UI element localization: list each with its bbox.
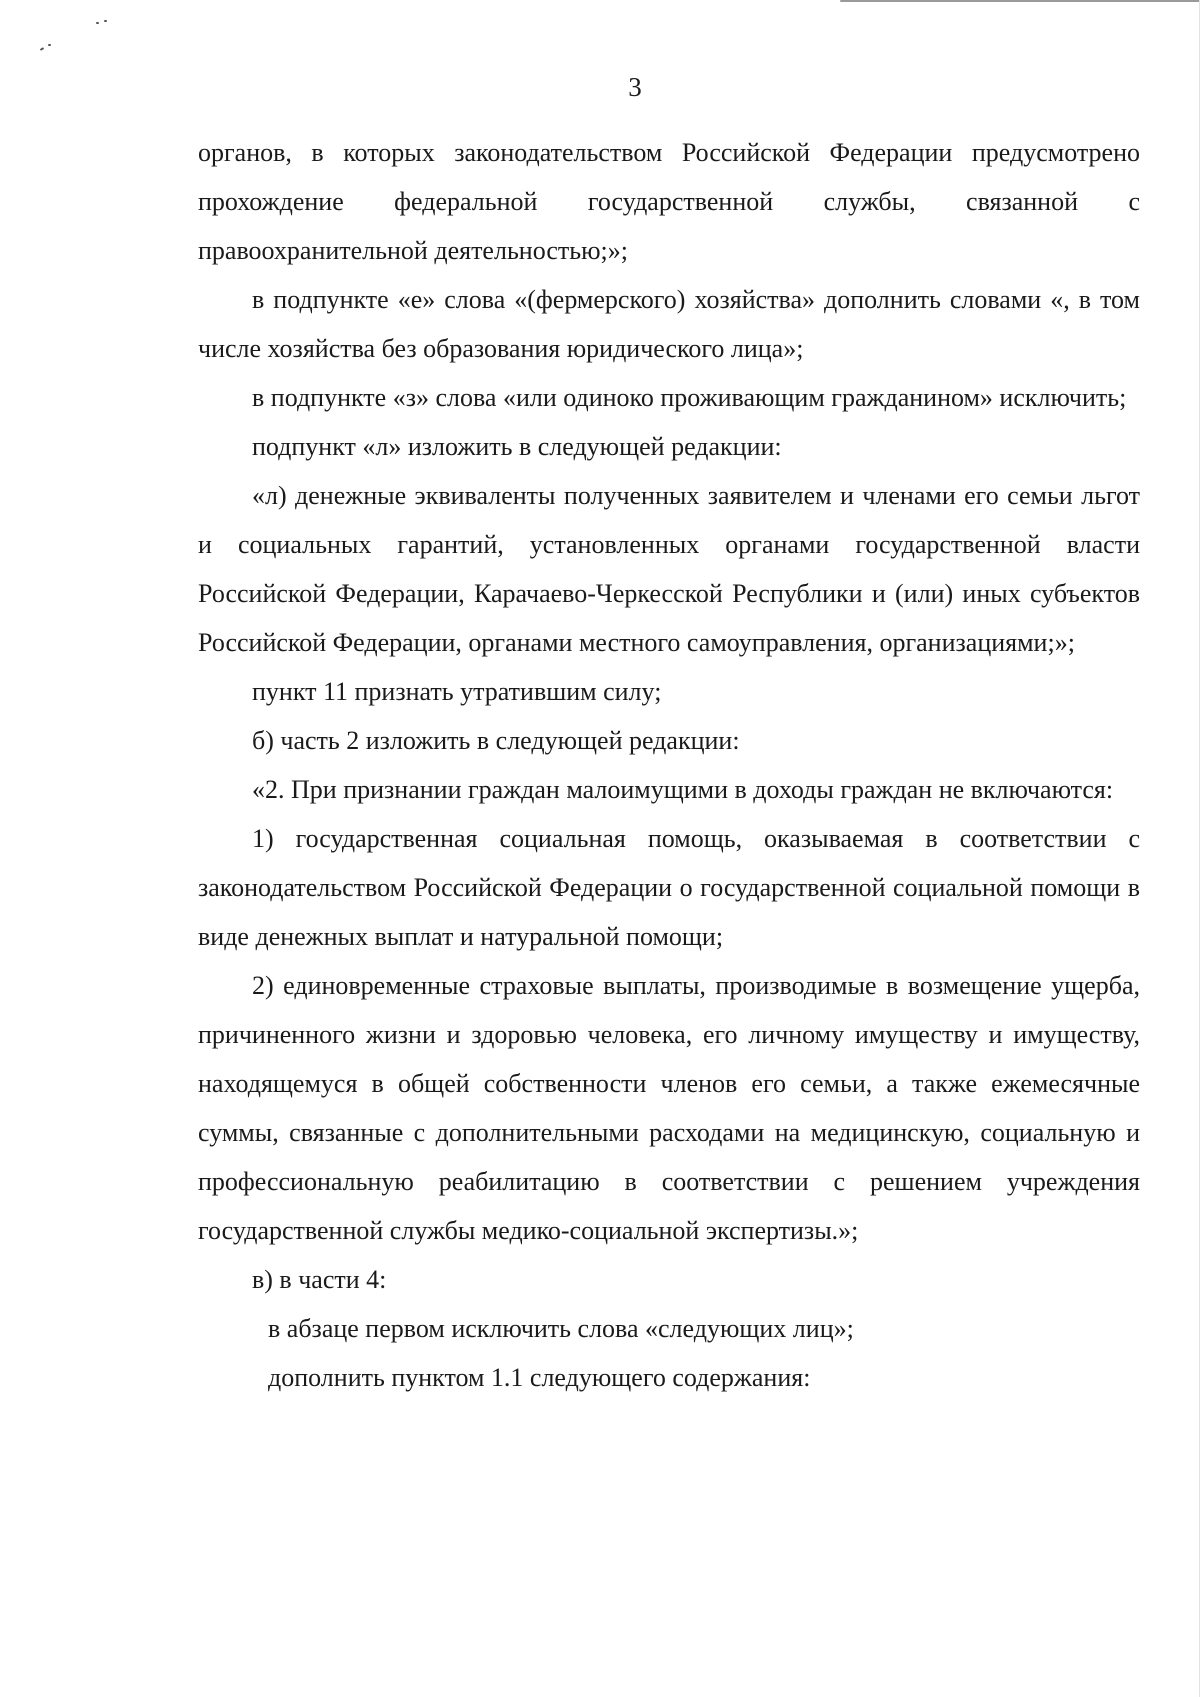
paragraph: пункт 11 признать утратившим силу;	[252, 677, 662, 706]
paragraph: «2. При признании граждан малоимущими в доходы граждан не включаются:	[252, 775, 1114, 804]
document-body	[198, 128, 1140, 1402]
paragraph: в) в части 4:	[252, 1265, 387, 1294]
paragraph: подпункт «л» изложить в следующей редакции:	[252, 432, 782, 461]
page-number: 3	[628, 72, 642, 102]
paragraph: в подпункте «е» слова «(фермерского) хозяйства» дополнить словами «, в том числе хозяйства без образования юридического лица»;	[198, 285, 1140, 363]
paragraph: «л) денежные эквиваленты полученных заявителем и членами его семьи льгот и социальных гарантий, установленных органами государственной власти Российской Федерации, Карачаево-Черкесской Республики и (или) иных субъектов Российской Федерации, органами местного самоуправления, организациями;»;	[198, 481, 1140, 657]
scan-artifact	[40, 47, 44, 51]
scan-artifact	[48, 44, 51, 46]
paragraph: дополнить пунктом 1.1 следующего содержания:	[268, 1363, 811, 1392]
scan-artifact	[104, 20, 107, 22]
paragraph: 1) государственная социальная помощь, оказываемая в соответствии с законодательством Российской Федерации о государственной социальной помощи в виде денежных выплат и натуральной помощи;	[198, 824, 1140, 951]
paragraph: органов, в которых законодательством Российской Федерации предусмотрено прохождение федеральной государственной службы, связанной с правоохранительной деятельностью;»;	[198, 138, 1140, 265]
paragraph: б) часть 2 изложить в следующей редакции:	[252, 726, 740, 755]
scan-artifact	[96, 22, 99, 24]
paragraph: в абзаце первом исключить слова «следующих лиц»;	[268, 1314, 854, 1343]
paragraph: 2) единовременные страховые выплаты, производимые в возмещение ущерба, причиненного жизни и здоровью человека, его личному имуществу и имуществу, находящемуся в общей собственности членов его семьи, а также ежемесячные суммы, связанные с дополнительными расходами на медицинскую, социальную и профессиональную реабилитацию в соответствии с решением учреждения государственной службы медико-социальной экспертизы.»;	[198, 971, 1140, 1245]
paragraph: в подпункте «з» слова «или одиноко проживающим гражданином» исключить;	[252, 383, 1127, 412]
scan-artifact	[840, 0, 1200, 2]
